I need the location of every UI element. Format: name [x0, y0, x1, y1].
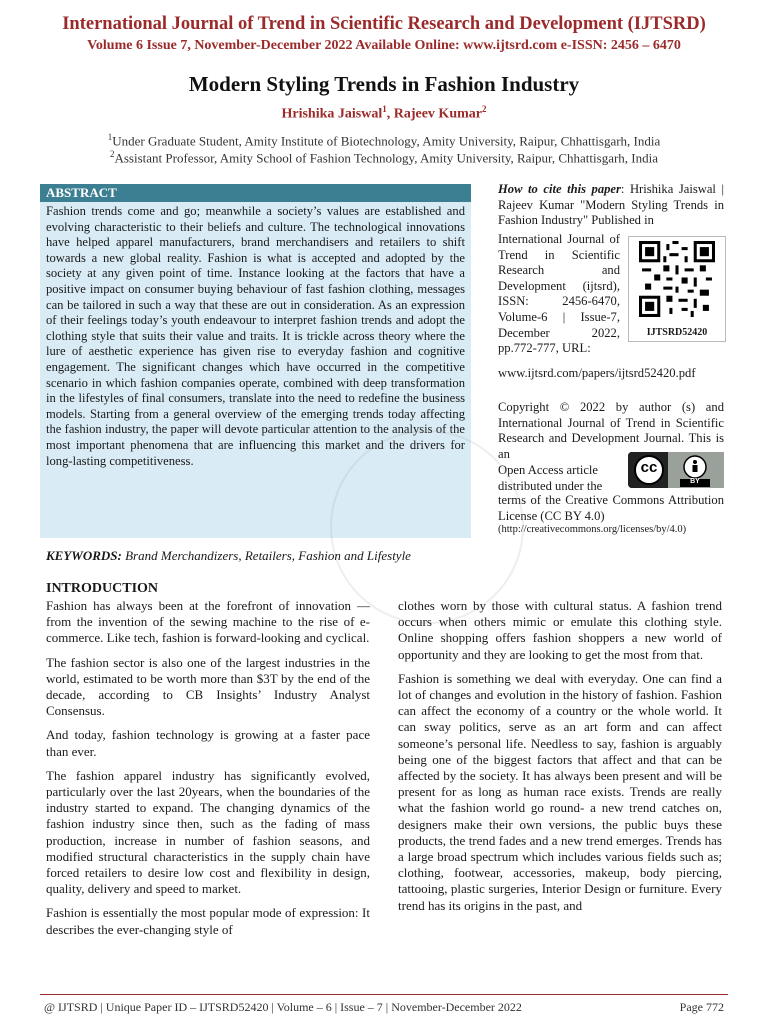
intro-right-column [398, 598, 722, 922]
affiliation-1 [0, 132, 768, 149]
aff-2-text: Assistant Professor, Amity School of Fashion Technology, Amity University, Raipur, Chhattisgarh, India [114, 150, 659, 166]
watermark-seal [330, 430, 524, 624]
qr-code [628, 236, 726, 342]
authors [0, 104, 768, 123]
intro-right-p1: clothes worn by those with cultural status. A fashion trend occurs when others mimic or emulate this clothing style. Online shopping offers fashion shoppers a new world of opportunity and they are looking to get the most from that. [398, 598, 722, 662]
cc-badge-text: cc [640, 459, 658, 476]
keywords [46, 548, 411, 564]
cite-label: How to cite this paper [498, 182, 621, 196]
intro-heading: INTRODUCTION [46, 581, 159, 596]
copyright-narrow: Open Access article distributed under the [498, 463, 603, 493]
by-badge-text: BY [690, 478, 700, 485]
author-1-sup: 1 [382, 104, 387, 114]
aff-1-sup: 1 [107, 132, 113, 142]
footer [44, 1000, 724, 1015]
intro-right-p2: Fashion is something we deal with everyday. One can find a lot of changes and evolution in the history of fashion. Fashion can affect the economy of a country or the whole world. It can sway politics, serve as an art form and can affect someone’s personal life. Needless to say, fashion is arguably being one of the biggest factors that affect and that can be affected by the society. It has always been present and will be present for as long as human race exists. Trends are really what the fashion world go round- a new trend catches on, designers make their own versions, the public buys these products, the trend fades and a new trend emerges. Trends has a large broad spectrum which includes various fields such as; clothing, footwear, accessories, makeup, body piercing, tattooing, plastic surgeries, Interior Design or furniture. Every trend has its origins in the past, and [398, 670, 722, 913]
cite-url[interactable]: www.ijtsrd.com/papers/ijtsrd52420.pdf [498, 366, 696, 380]
cc-by-badge[interactable] [628, 452, 724, 488]
intro-left-p4: The fashion apparel industry has significantly evolved, particularly over the last 20years, when the boundaries of the industry started to expand. The changing dynamics of the fashion industry since then, such as the fading of mass production, increase in number of fashion seasons, and modified structural characteristics in the supply chain have forced retailers to desire low cost and flexibility in design, quality, delivery and speed to market. [46, 767, 370, 897]
footer-text: @ IJTSRD | Unique Paper ID – IJTSRD52420 | Volume – 6 | Issue – 7 | November-December 2022 [44, 1000, 522, 1014]
qr-label: IJTSRD52420 [646, 327, 708, 338]
footer-divider [40, 994, 728, 995]
copyright-wide: Copyright © 2022 by author (s) and International Journal of Trend in Scientific Research and Development Journal. This is an [498, 400, 724, 461]
author-2-sup: 2 [482, 104, 487, 114]
abstract-text: Fashion trends come and go; meanwhile a society’s values are established and evolving characteristic to their beliefs and culture. The technological innovations have helped apparel manufacturers, brand merchandisers and retailers to shift towards a new global reality. Fashion is what is accepted and adopted by the society at any given point of time. Instance looking at the factors that have a positive impact on consumer buying behaviour of fast fashion clothing, messages can be tailored in such a way that these are out in consideration. As an expression of their feelings today’s youth endeavour to interpret fashion trends and adopt the clothing style that suits their value and traits. It is trickle across theory where the lure of aesthetic experience has given rise to everyday fashion and cognitive engagement. The significant changes which have occurred in the competitive scenario in which fashion companies operate, combined with deep transformation in the lifestyles of final consumers, translate into the need to redefine the business models. Starting from a general overview of the emerging trends today affecting the fashion industry, the paper will devote particular attention to the analysis of the most important phenomena that are influencing this market and the drivers for long-lasting competitiveness. [46, 204, 465, 468]
intro-left-column [46, 598, 370, 946]
intro-left-p5: Fashion is essentially the most popular mode of expression: It describes the ever-changing style of [46, 905, 370, 937]
intro-left-p1: Fashion has always been at the forefront of innovation — from the invention of the sewing machine to the rise of e-commerce. Like tech, fashion is forward-looking and cyclical. [46, 598, 370, 646]
keywords-text: Brand Merchandizers, Retailers, Fashion and Lifestyle [121, 548, 411, 563]
keywords-label: KEYWORDS: [46, 548, 122, 563]
author-1: Hrishika Jaiswal [281, 106, 383, 122]
affiliation-2 [0, 149, 768, 166]
cite-intro [498, 182, 724, 229]
license-link[interactable]: (http://creativecommons.org/licenses/by/4.0) [498, 524, 687, 535]
cite-line1: : Hrishika Jaiswal | Rajeev Kumar "Modern Styling Trends in Fashion Industry" Published in [498, 182, 724, 228]
abstract-heading: ABSTRACT [40, 184, 471, 202]
aff-1-text: Under Graduate Student, Amity Institute of Biotechnology, Amity University, Raipur, Chhattisgarh, India [112, 133, 661, 149]
issue-line: Volume 6 Issue 7, November-December 2022 Available Online: www.ijtsrd.com e-ISSN: 2456 – 6470 [87, 38, 681, 53]
copyright-license: terms of the Creative Commons Attribution License (CC BY 4.0) [498, 493, 724, 523]
intro-left-p2: The fashion sector is also one of the largest industries in the world, estimated to be worth more than $3T by the end of the decade, according to CB Insights’ Industry Analyst Consensus. [46, 654, 370, 719]
cite-narrow: International Journal of Trend in Scientific Research and Development (ijtsrd), ISSN: 2456-6470, Volume-6 | Issue-7, December 2022, pp.772-777, URL: [498, 232, 620, 356]
journal-name: International Journal of Trend in Scientific Research and Development (IJTSRD) [62, 14, 706, 34]
author-separator: , [386, 106, 394, 122]
qr-icon [639, 241, 715, 317]
intro-left-p3: And today, fashion technology is growing at a faster pace than ever. [46, 727, 370, 759]
aff-2-sup: 2 [109, 149, 115, 159]
page-number: Page 772 [679, 1000, 724, 1014]
author-2: Rajeev Kumar [393, 106, 482, 122]
paper-title: Modern Styling Trends in Fashion Industry [188, 72, 580, 96]
